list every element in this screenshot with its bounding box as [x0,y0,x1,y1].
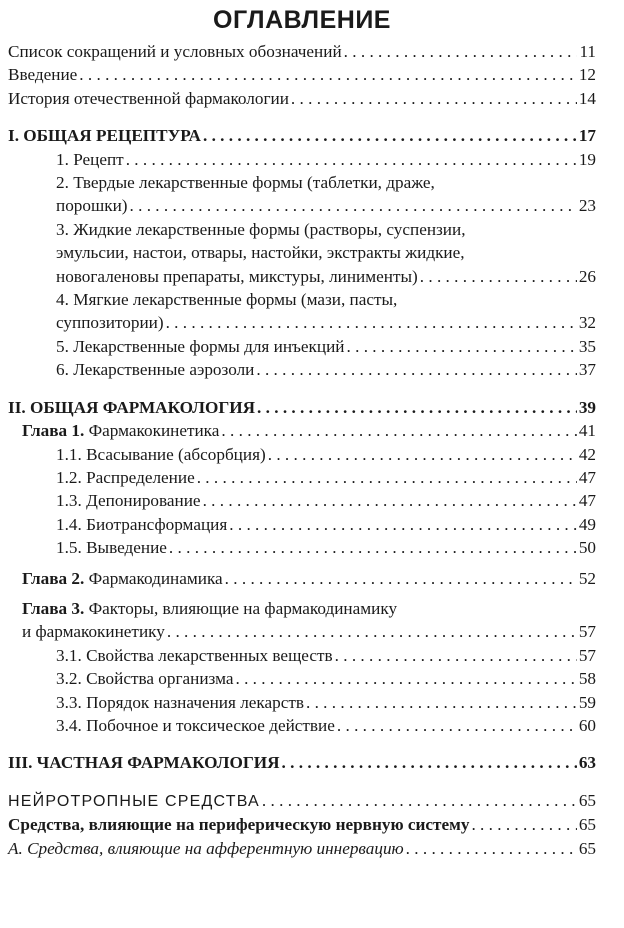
spacer [8,590,596,597]
leader-dots [203,124,577,147]
chapter-name: Факторы, влияющие на фармакодинамику [88,598,398,618]
section-title: I. ОБЩАЯ РЕЦЕПТУРА [8,126,201,146]
page-number: 57 [578,645,596,665]
entry-title: А. Средства, влияющие на афферентную иннервацию [8,838,404,858]
leader-dots [256,358,576,381]
chapter-label: Глава 3. [22,598,85,618]
entry-title-line: 3. Жидкие лекарственные формы (растворы, суспензии, [56,219,466,239]
toc-section-neurotropic[interactable] [8,789,596,813]
page-title: ОГЛАВЛЕНИЕ [213,6,391,34]
entry-title: 3.3. Порядок назначения лекарств [56,692,304,712]
section-title: III. ЧАСТНАЯ ФАРМАКОЛОГИЯ [8,753,280,773]
leader-dots [229,513,577,536]
page-number: 23 [578,196,596,216]
entry-title-line: новогаленовы препараты, микстуры, линименты) [56,266,418,286]
page-number: 58 [578,669,596,689]
page-number: 42 [578,444,596,464]
entry-title-line: суппозитории) [56,313,164,333]
section-title: II. ОБЩАЯ ФАРМАКОЛОГИЯ [8,397,256,417]
page-number: 37 [578,360,596,380]
chapter-title [22,419,219,442]
leader-dots [203,489,577,512]
leader-dots [291,87,577,110]
toc-entry-peripheral-nervous-system[interactable] [8,813,596,836]
spacer [8,560,596,567]
section-title: НЕЙРОТРОПНЫЕ СРЕДСТВА [8,792,260,810]
toc-section-general-pharmacology[interactable] [8,396,596,419]
entry-title: 5. Лекарственные формы для инъекций [56,336,345,356]
spacer [8,737,596,751]
leader-dots [347,335,577,358]
page-number: 12 [578,65,596,85]
leader-dots [344,40,578,63]
leader-dots [335,644,577,667]
entry-title: 6. Лекарственные аэрозоли [56,360,255,380]
toc-entry-history[interactable] [8,87,596,110]
page-number: 39 [578,397,596,417]
entry-title: 3.2. Свойства организма [56,669,234,689]
page-number: 19 [578,149,596,169]
page-number: 65 [578,790,596,810]
page-number: 65 [578,815,596,835]
toc-chapter-2[interactable] [8,567,596,590]
entry-title: Введение [8,65,78,85]
toc-entry-soft-forms[interactable] [8,288,596,335]
chapter-name: Фармакодинамика [88,568,223,588]
toc-entry-excretion[interactable] [8,536,596,559]
chapter-title-line: и фармакокинетику [22,622,165,642]
leader-dots [166,311,577,334]
toc-entry-liquid-forms[interactable] [8,218,596,288]
toc-entry-biotransformation[interactable] [8,513,596,536]
leader-dots [268,443,577,466]
entry-title: 1. Рецепт [56,149,124,169]
entry-title: 1.5. Выведение [56,538,167,558]
chapter-title-line [22,597,596,620]
toc-entry-abbreviations[interactable] [8,40,596,63]
toc-entry-injection-forms[interactable] [8,335,596,358]
spacer [8,775,596,789]
leader-dots [79,63,577,86]
chapter-title [22,567,223,590]
leader-dots [225,567,577,590]
toc-entry-side-effects[interactable] [8,714,596,737]
page-number: 59 [578,692,596,712]
toc-entry-prescription[interactable] [8,148,596,171]
entry-title: 1.3. Депонирование [56,491,201,511]
page-number: 65 [578,838,596,858]
page-number: 41 [578,421,596,441]
entry-title: 1.1. Всасывание (абсорбция) [56,444,266,464]
leader-dots [221,419,576,442]
page-number: 11 [579,42,596,61]
entry-title-line: 4. Мягкие лекарственные формы (мази, пасты, [56,290,398,310]
entry-title-line: 2. Твердые лекарственные формы (таблетки, драже, [56,173,435,193]
toc-entry-solid-forms[interactable] [8,171,596,218]
leader-dots [197,466,577,489]
leader-dots [306,691,577,714]
toc-section-special-pharmacology[interactable] [8,751,596,774]
page-number: 50 [578,538,596,558]
leader-dots [126,148,577,171]
toc-entry-deposition[interactable] [8,489,596,512]
spacer [8,382,596,396]
toc-chapter-1[interactable] [8,419,596,442]
chapter-label: Глава 1. [22,421,85,441]
toc-entry-distribution[interactable] [8,466,596,489]
leader-dots [257,396,577,419]
leader-dots [235,667,576,690]
leader-dots [420,265,577,288]
page-number: 35 [578,336,596,356]
toc-entry-substance-properties[interactable] [8,644,596,667]
spacer [8,110,596,124]
entry-title: 3.4. Побочное и токсическое действие [56,715,335,735]
toc-section-general-prescription[interactable] [8,124,596,147]
page-number: 63 [578,753,596,773]
table-of-contents [8,40,596,860]
leader-dots [169,536,577,559]
leader-dots [471,813,576,836]
page-number: 49 [578,514,596,534]
page-number: 26 [578,266,596,286]
leader-dots [406,837,577,860]
chapter-label: Глава 2. [22,568,85,588]
leader-dots [167,620,577,643]
toc-entry-administration-order[interactable] [8,691,596,714]
entry-title: 3.1. Свойства лекарственных веществ [56,645,333,665]
page-number: 60 [578,715,596,735]
entry-title: Список сокращений и условных обозначений [8,42,342,61]
page-number: 57 [578,622,596,642]
page-number: 14 [578,88,596,108]
entry-title: Средства, влияющие на периферическую нервную систему [8,815,470,835]
toc-entry-introduction[interactable] [8,63,596,86]
leader-dots [262,789,577,812]
page-number: 17 [578,126,596,146]
toc-chapter-3[interactable] [8,597,596,644]
chapter-name: Фармакокинетика [88,421,220,441]
leader-dots [282,751,577,774]
page-number: 47 [578,467,596,487]
toc-entry-organism-properties[interactable] [8,667,596,690]
entry-title: 1.4. Биотрансформация [56,514,228,534]
page-number: 32 [578,313,596,333]
toc-entry-aerosols[interactable] [8,358,596,381]
entry-title-line: порошки) [56,196,128,216]
toc-entry-absorption[interactable] [8,443,596,466]
entry-title: История отечественной фармакологии [8,88,289,108]
entry-title: 1.2. Распределение [56,467,195,487]
page-number: 47 [578,491,596,511]
leader-dots [337,714,577,737]
leader-dots [130,194,577,217]
page-number: 52 [578,568,596,588]
entry-title-line: эмульсии, настои, отвары, настойки, экстракты жидкие, [56,243,465,263]
toc-entry-afferent-innervation[interactable] [8,837,596,860]
